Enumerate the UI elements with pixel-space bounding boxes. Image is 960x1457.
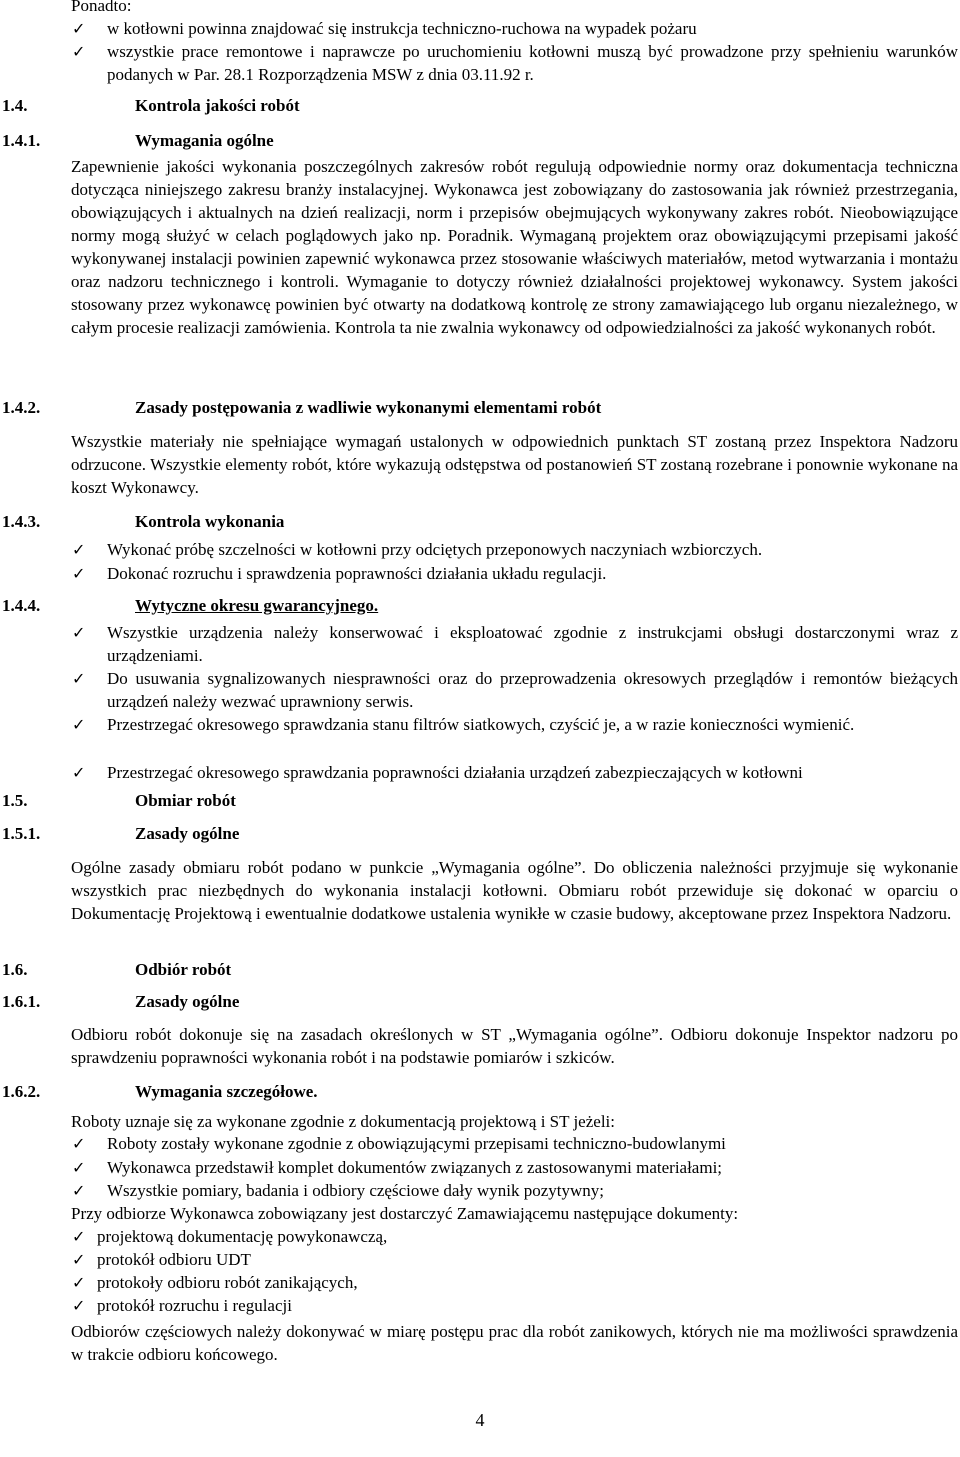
intro-item-1: ✓ w kotłowni powinna znajdować się instrukcja techniczno-ruchowa na wypadek pożaru [72, 17, 958, 40]
section-title: Zasady ogólne [135, 824, 240, 843]
heading-1-5 [2, 789, 236, 812]
warranty-item-1: ✓ Wszystkie urządzenia należy konserwować i eksploatować zgodnie z instrukcjami obsługi dostarczonymi wraz z urządzeniami. [72, 621, 958, 667]
heading-1-4-2 [2, 396, 601, 419]
heading-1-4-4 [2, 594, 378, 617]
inspection-item-2: ✓ Dokonać rozruchu i sprawdzenia poprawności działania układu regulacji. [72, 562, 958, 585]
intro-item-2: ✓ wszystkie prace remontowe i naprawcze po uruchomieniu kotłowni muszą być prowadzone przy spełnieniu warunków podanych w Par. 28.1 Rozporządzenia MSW z dnia 03.11.92 r. [72, 40, 958, 86]
page-number: 4 [475, 1410, 485, 1430]
paragraph-quality-requirements: Zapewnienie jakości wykonania poszczególnych zakresów robót regulują odpowiednie normy oraz dokumentacja techniczna dotycząca niniejszego zakresu branży instalacyjnej. Wykonawca jest zobowiązany do zastosowania jak również przestrzegania, obowiązujących i aktualnych na dzień realizacji, norm i przepisów obejmujących wykonywany zakres robót. Nieobowiązujące normy mogą służyć w celach poglądowych jako np. Poradnik. Wymaganą projektem oraz obowiązującymi przepisami jakość wykonywanej instalacji powinien zapewnić wykonawca przez stosowanie właściwych materiałów, metod wytwarzania i montażu oraz nadzoru technicznego i kontroli. Wymaganie to dotyczy również działalności projektowej wykonawcy. System jakości stosowany przez wykonawcę powinien być otwarty na dodatkową kontrolę ze strony zamawiającego lub organu niezależnego, w całym procesie realizacji zamówienia. Kontrola ta nie zwalnia wykonawcy od odpowiedzialności za jakość wykonanych robót. [71, 157, 958, 337]
section-title: Wytyczne okresu gwarancyjnego. [135, 596, 379, 615]
acceptance-lead: Roboty uznaje się za wykonane zgodnie z dokumentacją projektową i ST jeżeli: [71, 1112, 615, 1131]
heading-1-6-1 [2, 990, 239, 1013]
intro-label: Ponadto: [71, 0, 132, 15]
paragraph-measurement-rules: Ogólne zasady obmiaru robót podano w punkcie „Wymagania ogólne”. Do obliczenia należności przyjmuje się wykonanie wszystkich prac niezbędnych do wykonania instalacji kotłowni. Obmiaru robót przewiduje się dokonać w oparciu o Dokumentację Projektową i ewentualnie dodatkowe ustalenia wynikłe w czasie budowy, akceptowane przez Inspektora Nadzoru. [71, 858, 958, 923]
warranty-item-2: ✓ Do usuwania sygnalizowanych niesprawności oraz do przeprowadzenia okresowych przeglądów i remontów bieżących urządzeń należy wezwać uprawniony serwis. [72, 667, 958, 713]
section-title: Obmiar robót [135, 791, 236, 810]
inspection-item-1: ✓ Wykonać próbę szczelności w kotłowni przy odciętych przeponowych naczyniach wzbiorczych. [72, 538, 958, 561]
document-item-2: ✓ protokół odbioru UDT [72, 1248, 958, 1271]
section-number: 1.5. [2, 791, 28, 810]
acceptance-condition-2: ✓ Wykonawca przedstawił komplet dokumentów związanych z zastosowanymi materiałami; [72, 1156, 958, 1179]
section-number: 1.6. [2, 960, 28, 979]
section-title: Kontrola wykonania [135, 512, 285, 531]
heading-1-6 [2, 958, 231, 981]
section-number: 1.5.1. [2, 824, 41, 843]
section-title: Zasady postępowania z wadliwie wykonanymi elementami robót [135, 398, 602, 417]
heading-1-4-1 [2, 129, 274, 152]
documents-lead: Przy odbiorze Wykonawca zobowiązany jest dostarczyć Zamawiającemu następujące dokumenty: [71, 1204, 739, 1223]
section-title: Zasady ogólne [135, 992, 240, 1011]
section-number: 1.6.1. [2, 992, 41, 1011]
warranty-item-3: ✓ Przestrzegać okresowego sprawdzania stanu filtrów siatkowych, czyścić je, a w razie konieczności wymienić. [72, 713, 958, 736]
warranty-item-4: ✓ Przestrzegać okresowego sprawdzania poprawności działania urządzeń zabezpieczających w kotłowni [72, 761, 958, 784]
section-title: Wymagania szczegółowe. [135, 1082, 318, 1101]
section-title: Odbiór robót [135, 960, 232, 979]
paragraph-acceptance-rules: Odbioru robót dokonuje się na zasadach określonych w ST „Wymagania ogólne”. Odbioru dokonuje Inspektor nadzoru po sprawdzeniu poprawności wykonania robót i na podstawie pomiarów i szkiców. [71, 1025, 958, 1067]
section-number: 1.4.2. [2, 398, 41, 417]
section-number: 1.6.2. [2, 1082, 41, 1101]
paragraph-partial-acceptance: Odbiorów częściowych należy dokonywać w miarę postępu prac dla robót zanikowych, których nie ma możliwości sprawdzenia w trakcie odbioru końcowego. [71, 1322, 958, 1364]
acceptance-condition-1: ✓ Roboty zostały wykonane zgodnie z obowiązującymi przepisami techniczno-budowlanymi [72, 1132, 958, 1155]
section-number: 1.4. [2, 96, 28, 115]
document-item-4: ✓ protokół rozruchu i regulacji [72, 1294, 958, 1317]
heading-1-5-1 [2, 822, 239, 845]
section-number: 1.4.4. [2, 596, 41, 615]
section-number: 1.4.3. [2, 512, 41, 531]
heading-1-4 [2, 94, 300, 117]
section-title: Kontrola jakości robót [135, 96, 300, 115]
paragraph-defective-work: Wszystkie materiały nie spełniające wymagań ustalonych w odpowiednich punktach ST zostaną przez Inspektora Nadzoru odrzucone. Wszystkie elementy robót, które wykazują odstępstwa od postanowień ST zostaną rozebrane i ponownie wykonane na koszt Wykonawcy. [71, 432, 958, 497]
acceptance-condition-3: ✓ Wszystkie pomiary, badania i odbiory częściowe dały wynik pozytywny; [72, 1179, 958, 1202]
heading-1-6-2 [2, 1080, 318, 1103]
heading-1-4-3 [2, 510, 284, 533]
document-item-1: ✓ projektową dokumentację powykonawczą, [72, 1225, 958, 1248]
section-number: 1.4.1. [2, 131, 41, 150]
document-item-3: ✓ protokoły odbioru robót zanikających, [72, 1271, 958, 1294]
section-title: Wymagania ogólne [135, 131, 274, 150]
